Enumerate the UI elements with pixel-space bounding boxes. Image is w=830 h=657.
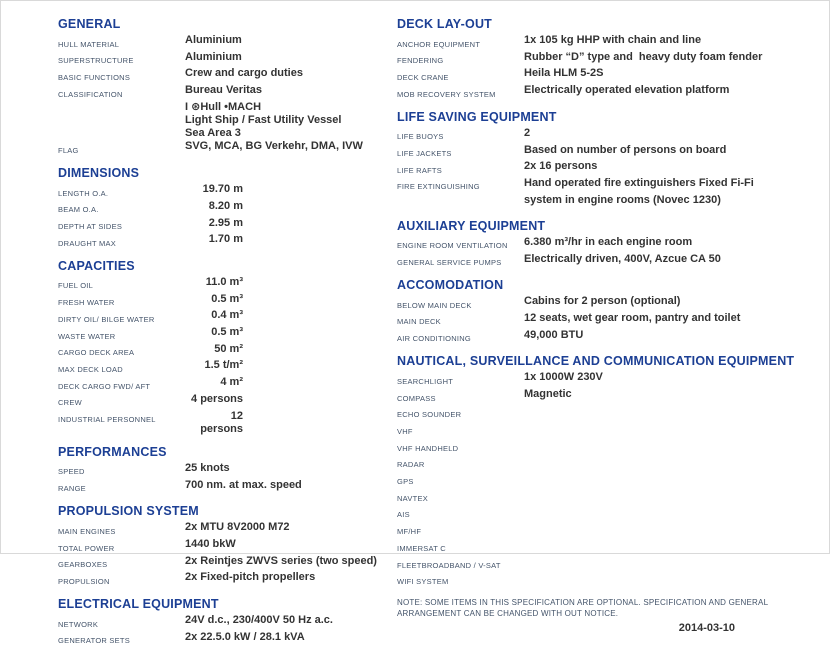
spec-row (58, 521, 394, 538)
spec-row (58, 217, 394, 234)
section-title: AUXILIARY EQUIPMENT (397, 218, 546, 233)
spec-label: FRESH WATER (58, 298, 115, 308)
spec-label: PROPULSION (58, 576, 110, 586)
spec-value: Magnetic (524, 388, 572, 401)
spec-label: ENGINE ROOM VENTILATION (397, 241, 508, 251)
spec-label: BELOW MAIN DECK (397, 300, 472, 310)
spec-label: CARGO DECK AREA (58, 348, 135, 358)
spec-label: MOB RECOVERY SYSTEM (397, 89, 496, 99)
spec-row (58, 359, 394, 376)
spec-label: INDUSTRIAL PERSONNEL (58, 415, 156, 425)
spec-value: 12 persons (200, 409, 247, 435)
spec-value: Crew and cargo duties (185, 67, 303, 80)
spec-row (397, 84, 821, 101)
spec-value: 11.0 m³ (205, 275, 243, 288)
spec-value: 4 persons (191, 392, 243, 405)
spec-value: 0.5 m³ (211, 326, 243, 339)
spec-label: ECHO SOUNDER (397, 410, 462, 420)
spec-row (397, 329, 821, 346)
spec-value: SVG, MCA, BG Verkehr, DMA, IVW (185, 140, 363, 153)
spec-label: RANGE (58, 484, 86, 494)
spec-label: MAIN DECK (397, 317, 441, 327)
spec-label: MAX DECK LOAD (58, 364, 123, 374)
spec-row (397, 236, 821, 253)
spec-value: 2 (524, 126, 531, 139)
footnote (397, 597, 797, 634)
spec-label: WIFI SYSTEM (397, 577, 449, 587)
spec-row (397, 371, 821, 388)
spec-label: GENERAL SERVICE PUMPS (397, 258, 502, 268)
section-general (58, 17, 394, 157)
disclaimer-note: NOTE: SOME ITEMS IN THIS SPECIFICATION ARE OPTIONAL. SPECIFICATION AND GENERAL ARRANGEMENT CAN BE CHANGED WITH OUT NOTICE. (397, 598, 768, 619)
section-capacities (58, 259, 394, 436)
spec-label: NETWORK (58, 619, 99, 629)
spec-label: SEARCHLIGHT (397, 376, 454, 386)
spec-label: FLAG (58, 145, 79, 155)
section-propulsion-system (58, 504, 394, 588)
spec-label: BASIC FUNCTIONS (58, 72, 131, 82)
spec-row (397, 455, 821, 472)
spec-value: Rubber “D” type and heavy duty foam fender (524, 50, 763, 63)
spec-label (397, 194, 524, 198)
spec-row (397, 312, 821, 329)
spec-label: GPS (397, 477, 414, 487)
spec-row (397, 572, 821, 589)
spec-label: MAIN ENGINES (58, 526, 116, 536)
spec-value: Aluminium (185, 34, 242, 46)
spec-row (58, 183, 394, 200)
spec-label: DEPTH AT SIDES (58, 222, 123, 232)
spec-value: 12 seats, wet gear room, pantry and toilet (524, 311, 741, 324)
spec-row (58, 140, 394, 157)
spec-value: 24V d.c., 230/400V 50 Hz a.c. (185, 614, 333, 627)
left-column (58, 17, 394, 657)
section-title: PROPULSION SYSTEM (58, 504, 199, 519)
spec-label: CREW (58, 398, 82, 408)
section-deck-lay-out (397, 17, 821, 101)
spec-label: HULL MATERIAL (58, 39, 120, 49)
spec-row (397, 127, 821, 144)
spec-row (58, 67, 394, 84)
section-title: PERFORMANCES (58, 444, 167, 459)
spec-label: GENERATOR SETS (58, 636, 130, 646)
spec-label: NAVTEX (397, 493, 428, 503)
spec-label (58, 114, 185, 118)
spec-label: SUPERSTRUCTURE (58, 56, 134, 66)
spec-row (58, 571, 394, 588)
spec-value: Aluminium (185, 50, 242, 63)
spec-row (397, 51, 821, 68)
spec-row (58, 462, 394, 479)
spec-row (58, 34, 394, 51)
spec-label: TOTAL POWER (58, 543, 115, 553)
spec-label: GEARBOXES (58, 560, 108, 570)
spec-row (397, 144, 821, 161)
spec-row (397, 488, 821, 505)
spec-label: DECK CRANE (397, 72, 449, 82)
spec-value: 0.5 m³ (211, 292, 243, 305)
right-column (397, 17, 821, 634)
spec-row (397, 160, 821, 177)
spec-row (397, 555, 821, 572)
spec-value: Electrically operated elevation platform (524, 84, 730, 97)
spec-value: 2x Reintjes ZWVS series (two speed) (185, 554, 377, 567)
spec-label: DECK CARGO FWD/ AFT (58, 381, 151, 391)
spec-label: SPEED (58, 467, 85, 477)
spec-label: FENDERING (397, 56, 444, 66)
section-accomodation (397, 278, 821, 345)
spec-label (58, 101, 185, 105)
spec-label: ANCHOR EQUIPMENT (397, 39, 481, 49)
spec-row (58, 233, 394, 250)
spec-row (397, 177, 821, 194)
spec-value: system in engine rooms (Novec 1230) (524, 193, 721, 206)
spec-label: LIFE RAFTS (397, 165, 443, 175)
spec-label: AIR CONDITIONING (397, 334, 472, 344)
spec-value: 49,000 BTU (524, 328, 584, 341)
spec-row (58, 200, 394, 217)
section-title: GENERAL (58, 17, 121, 31)
spec-label: LIFE JACKETS (397, 149, 452, 159)
spec-label: IMMERSAT C (397, 543, 446, 553)
spec-row (397, 388, 821, 405)
section-title: ACCOMODATION (397, 278, 504, 293)
section-title: DIMENSIONS (58, 166, 140, 181)
spec-row (397, 405, 821, 422)
spec-label (58, 127, 185, 131)
section-electrical-equipment (58, 597, 394, 647)
spec-row (58, 555, 394, 572)
spec-value: Heila HLM 5-2S (524, 67, 604, 80)
spec-row (397, 295, 821, 312)
spec-label: COMPASS (397, 393, 436, 403)
spec-label: FUEL OIL (58, 281, 94, 291)
spec-row (58, 393, 394, 410)
spec-value: 1440 bkW (185, 538, 236, 551)
spec-value: 25 knots (185, 461, 230, 474)
spec-row (58, 631, 394, 648)
spec-value: 1.70 m (208, 233, 243, 246)
spec-row (397, 194, 821, 207)
section-title: ELECTRICAL EQUIPMENT (58, 597, 219, 612)
spec-row (58, 51, 394, 68)
spec-row (58, 309, 394, 326)
spec-row (58, 326, 394, 343)
section-performances (58, 445, 394, 495)
spec-value: 2x MTU 8V2000 M72 (185, 521, 290, 534)
spec-value: Hand operated fire extinguishers Fixed Fi-Fi (524, 176, 754, 189)
spec-label: RADAR (397, 460, 425, 470)
spec-label: LIFE BUOYS (397, 132, 444, 142)
spec-label: WASTE WATER (58, 331, 116, 341)
spec-label: MF/HF (397, 527, 422, 537)
spec-value: 6.380 m³/hr in each engine room (524, 235, 693, 248)
spec-row (58, 614, 394, 631)
spec-label: LENGTH O.A. (58, 188, 109, 198)
spec-value: 1.5 t/m² (204, 359, 243, 372)
spec-value: Electrically driven, 400V, Azcue CA 50 (524, 252, 721, 265)
spec-value: 50 m² (214, 342, 243, 355)
spec-value: 4 m² (220, 376, 243, 389)
section-title: CAPACITIES (58, 258, 135, 273)
spec-row (397, 505, 821, 522)
spec-row (58, 538, 394, 555)
spec-label: FLEETBROADBAND / V-SAT (397, 560, 501, 570)
spec-row (58, 127, 394, 140)
spec-value: 2x 16 persons (524, 160, 598, 173)
spec-label: VHF HANDHELD (397, 443, 459, 453)
spec-value: 2x 22.5.0 kW / 28.1 kVA (185, 630, 305, 643)
spec-row (58, 84, 394, 101)
section-title: NAUTICAL, SURVEILLANCE AND COMMUNICATION EQUIPMENT (397, 354, 795, 369)
spec-value: 2x Fixed-pitch propellers (185, 571, 316, 584)
spec-label: VHF (397, 426, 413, 436)
spec-row (58, 376, 394, 393)
spec-row (58, 276, 394, 293)
spec-label: DRAUGHT MAX (58, 238, 117, 248)
spec-label: FIRE EXTINGUISHING (397, 182, 480, 192)
spec-row (58, 479, 394, 496)
spec-row (397, 522, 821, 539)
spec-value: Bureau Veritas (185, 84, 263, 97)
spec-row (397, 421, 821, 438)
section-dimensions (58, 166, 394, 250)
spec-row (397, 253, 821, 270)
spec-row (397, 67, 821, 84)
spec-row (58, 114, 394, 127)
spec-value: Sea Area 3 (185, 127, 241, 140)
spec-value: 700 nm. at max. speed (185, 478, 302, 491)
spec-label: AIS (397, 510, 410, 520)
spec-value: I ⊛Hull •MACH (185, 100, 262, 113)
spec-value: 0.4 m³ (211, 309, 243, 322)
section-title: DECK LAY-OUT (397, 17, 493, 31)
spec-value: 8.20 m (208, 199, 243, 212)
spec-row (397, 34, 821, 51)
spec-value: Based on number of persons on board (524, 143, 727, 156)
spec-row (58, 343, 394, 360)
spec-label: CLASSIFICATION (58, 89, 123, 99)
spec-label: DIRTY OIL/ BILGE WATER (58, 314, 155, 324)
spec-row (397, 472, 821, 489)
document-date: 2014-03-10 (678, 622, 735, 635)
section-title: LIFE SAVING EQUIPMENT (397, 109, 557, 124)
spec-value: 19.70 m (202, 183, 243, 196)
spec-value: 2.95 m (208, 216, 243, 229)
section-auxiliary-equipment (397, 219, 821, 269)
spec-value: 1x 105 kg HHP with chain and line (524, 34, 702, 46)
spec-row (58, 101, 394, 114)
spec-value: 1x 1000W 230V (524, 371, 603, 384)
spec-row (397, 438, 821, 455)
section-nautical-surveillance-and-communication-equipment (397, 354, 821, 588)
spec-value: Light Ship / Fast Utility Vessel (185, 114, 342, 127)
section-life-saving-equipment (397, 110, 821, 207)
spec-value: Cabins for 2 person (optional) (524, 295, 681, 308)
spec-label: BEAM O.A. (58, 205, 99, 215)
spec-row (58, 293, 394, 310)
spec-row (58, 410, 394, 436)
spec-row (397, 538, 821, 555)
